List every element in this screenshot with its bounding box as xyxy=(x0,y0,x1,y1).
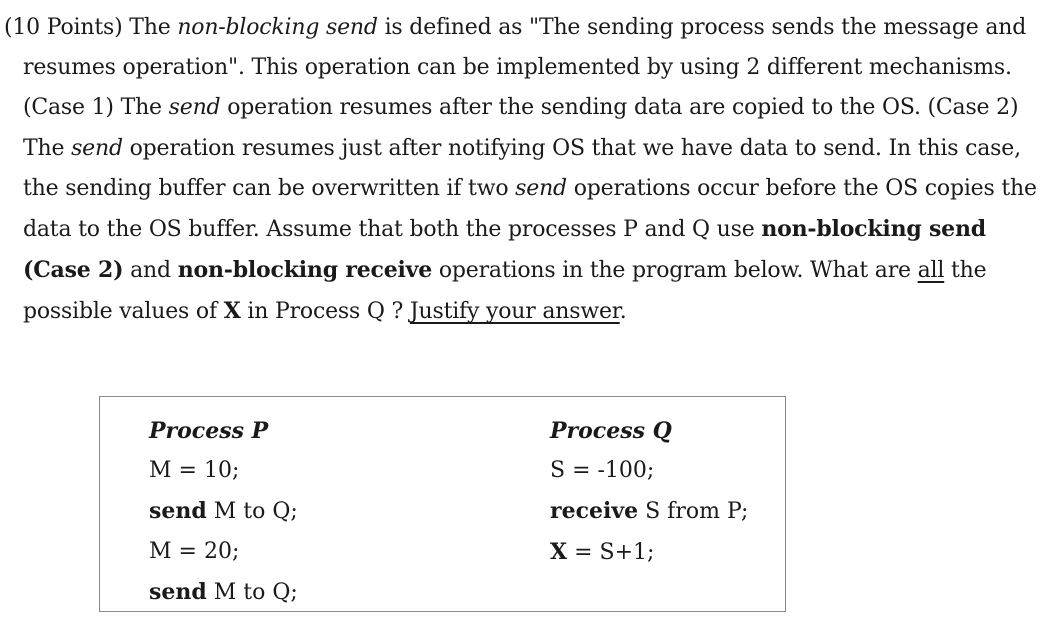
process-p-column xyxy=(149,411,298,613)
question-text-segment: The xyxy=(122,15,178,40)
code-text: M to Q; xyxy=(206,580,298,605)
question-text-segment: the possible values of xyxy=(23,258,987,325)
term-non-blocking-receive: non-blocking receive xyxy=(177,257,433,284)
process-p-line-1: M = 10; xyxy=(149,458,240,483)
keyword-send: send xyxy=(149,498,207,524)
process-q-line-3 xyxy=(550,532,748,573)
program-box xyxy=(99,396,786,612)
keyword-send: send xyxy=(149,579,207,605)
emphasis-all: all xyxy=(917,258,945,284)
process-q-column xyxy=(550,411,748,573)
process-q-line-2 xyxy=(550,491,748,532)
question-text-segment: operation resumes after the sending data are copied to the OS. (Case 2) The xyxy=(23,95,1019,161)
question-text xyxy=(0,8,1040,333)
question-text-segment: and xyxy=(123,258,178,284)
process-p-line-4 xyxy=(149,572,298,613)
question-text-segment: in Process Q ? xyxy=(240,299,410,325)
code-text: = S+1; xyxy=(567,540,655,565)
term-send: send xyxy=(168,95,221,121)
process-p-header: Process P xyxy=(149,418,269,444)
term-send: send xyxy=(515,175,567,201)
variable-x: X xyxy=(550,539,568,565)
process-p-line-3: M = 20; xyxy=(149,539,240,564)
variable-x: X xyxy=(223,298,241,325)
process-q-header: Process Q xyxy=(550,418,672,444)
code-text: M to Q; xyxy=(206,499,298,524)
question-text-segment: operations in the program below. What are xyxy=(432,258,918,284)
term-non-blocking-send: non-blocking send xyxy=(177,15,378,40)
code-text: S from P; xyxy=(638,499,749,524)
question-text-segment: is defined as "The sending process sends the message and resumes operation". This operation can be implemented by using 2 different mechanisms. (Case 1) The xyxy=(23,15,1027,121)
question-paragraph xyxy=(0,8,1040,333)
points-label: (10 Points) xyxy=(4,15,123,40)
question-text-segment: . xyxy=(619,299,627,325)
keyword-receive: receive xyxy=(550,498,639,524)
term-send: send xyxy=(71,135,123,161)
process-q-line-1: S = -100; xyxy=(550,458,655,483)
process-p-line-2 xyxy=(149,491,298,532)
justify-instruction: Justify your answer xyxy=(409,299,620,325)
question-text-segment: operations occur before the OS copies the data to the OS buffer. Assume that both the processes P and Q use xyxy=(23,175,1037,243)
question-text-segment: operation resumes just after notifying OS that we have data to send. In this case, the sending buffer can be overwritten if two xyxy=(23,135,1021,201)
term-non-blocking-send-case2: non-blocking send (Case 2) xyxy=(23,216,986,284)
